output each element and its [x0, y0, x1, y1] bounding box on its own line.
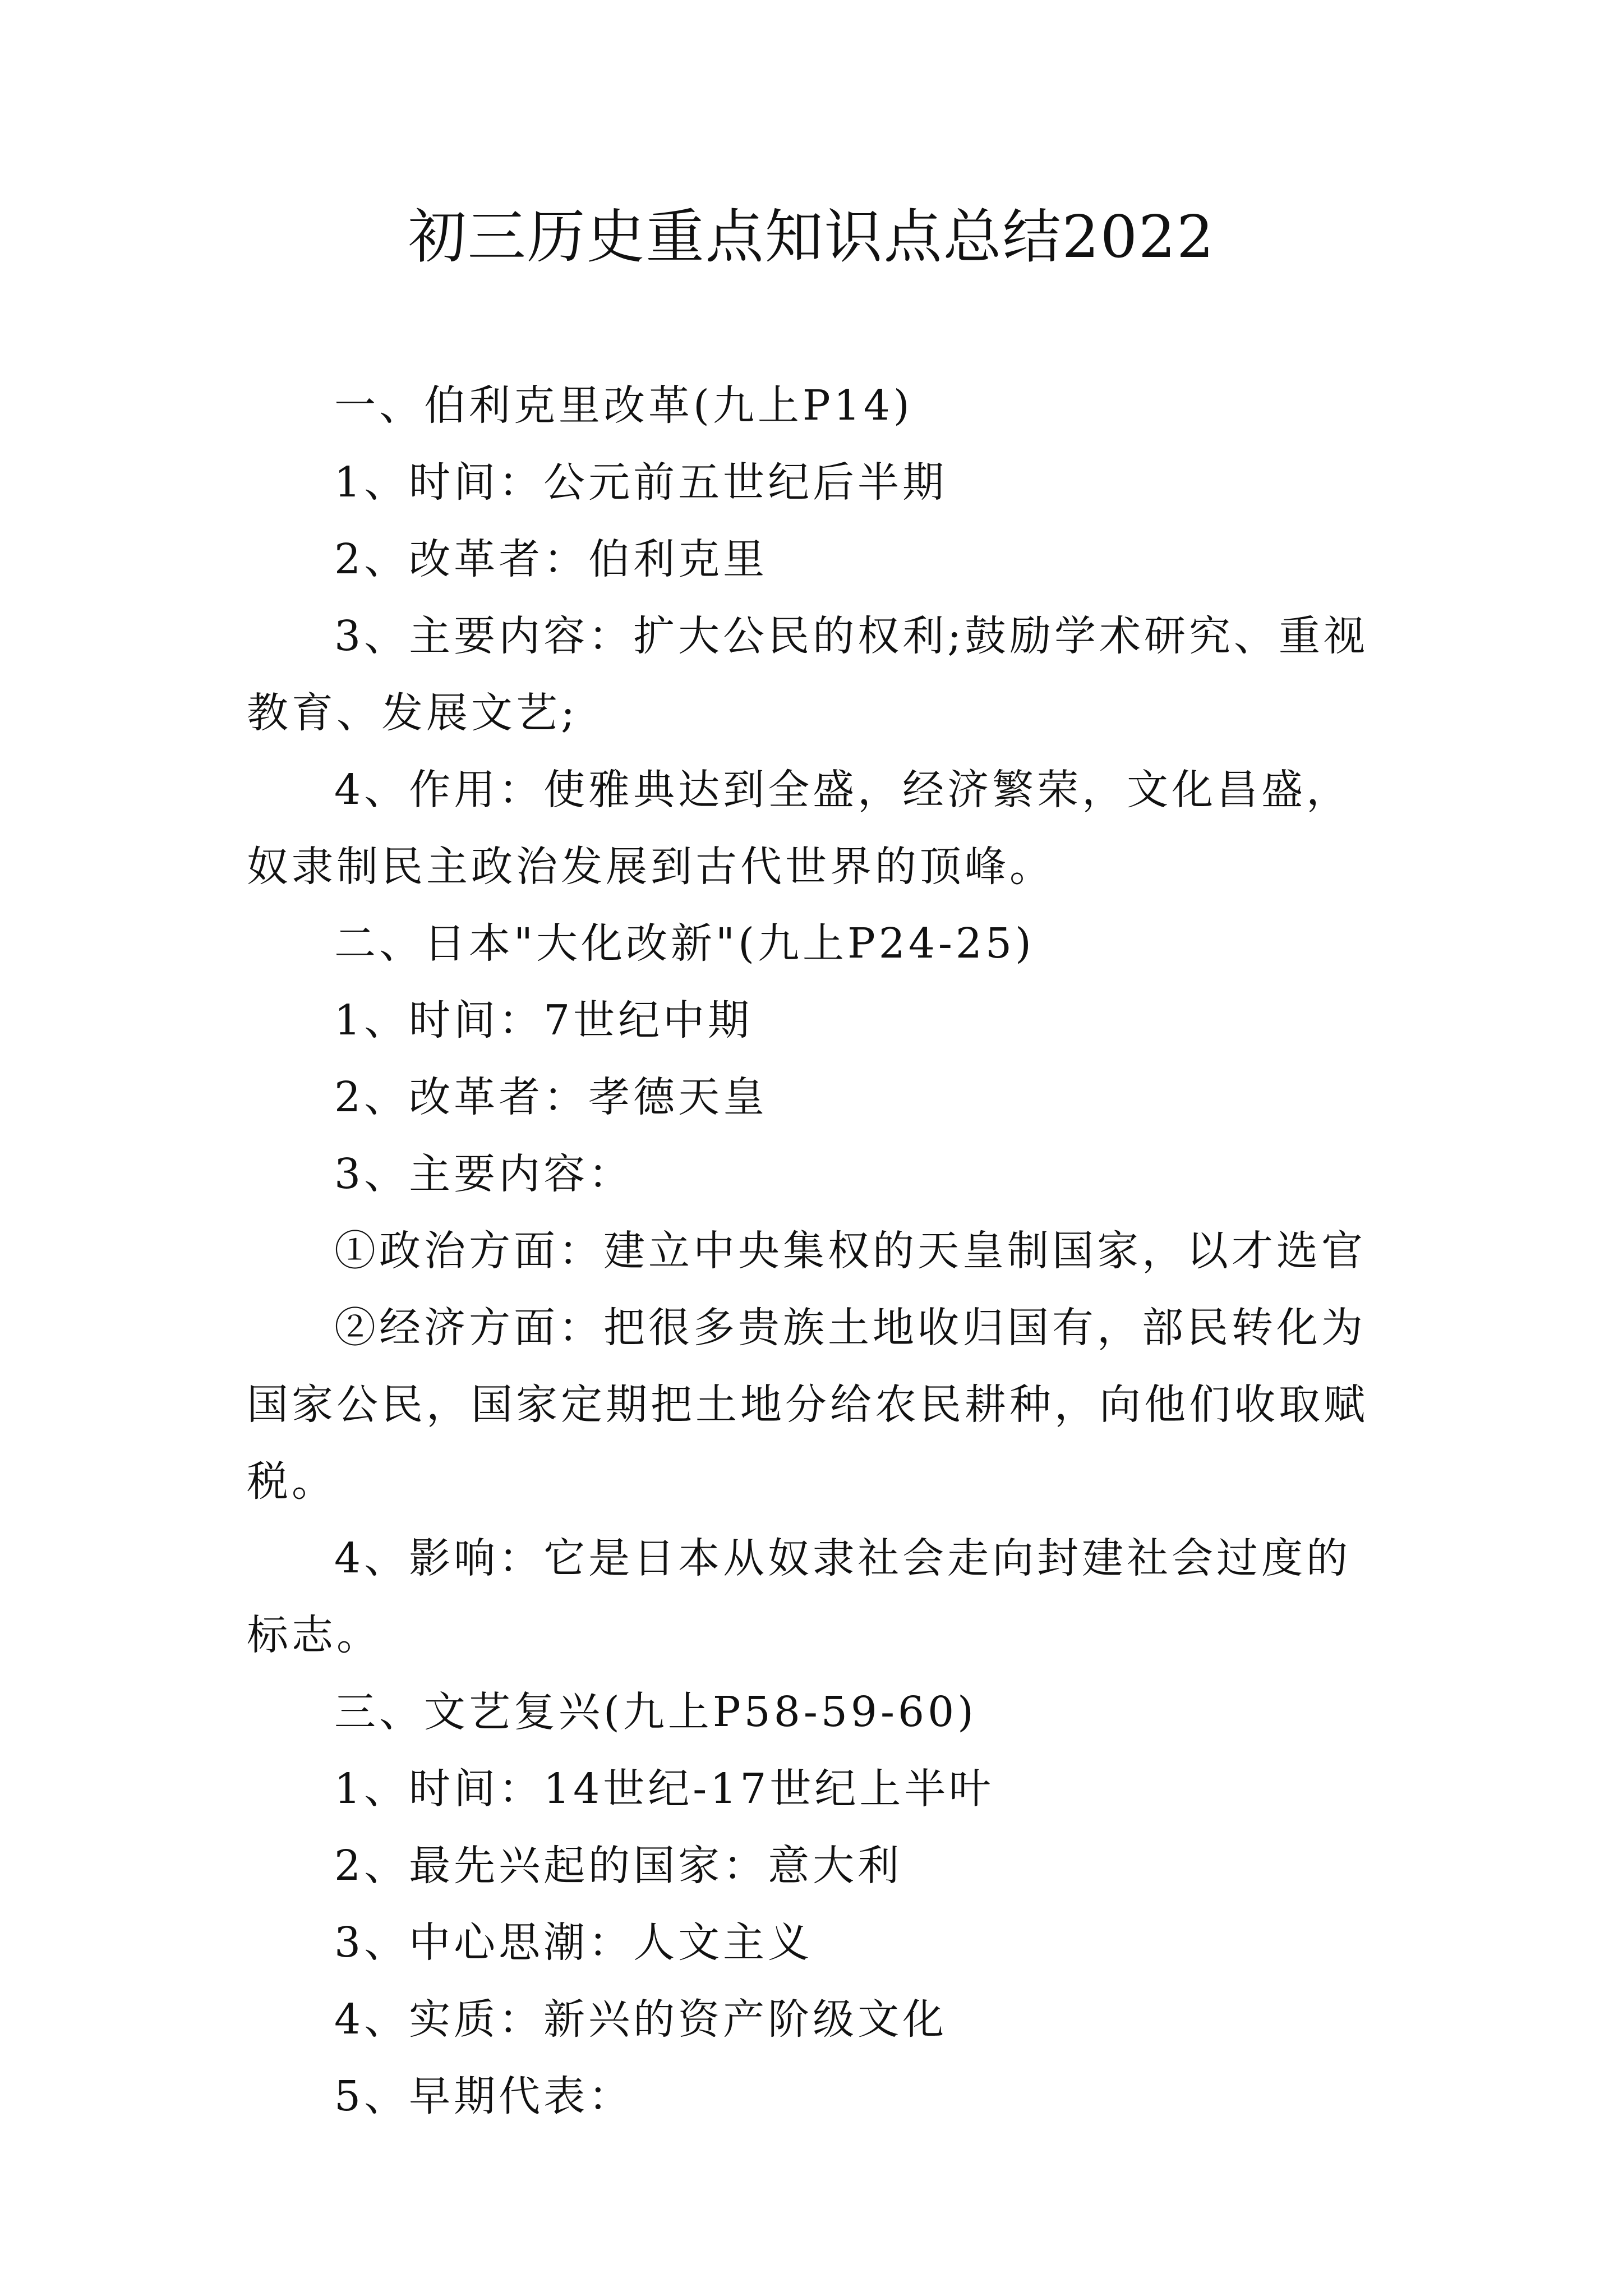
document-body — [247, 367, 1385, 2135]
list-item: 3、中心思潮：人文主义 — [334, 1918, 813, 1967]
list-item: 4、实质：新兴的资产阶级文化 — [334, 1995, 948, 2044]
list-item: 2、改革者：孝德天皇 — [334, 1073, 768, 1121]
section-heading-3: 三、文艺复兴(九上P58-59-60) — [334, 1688, 978, 1736]
list-item: 5、早期代表： — [334, 2072, 634, 2120]
list-item: 3、主要内容：扩大公民的权利;鼓励学术研究、重视教育、发展文艺; — [247, 612, 1369, 737]
list-item: 1、时间：公元前五世纪后半期 — [334, 458, 948, 507]
list-item: 4、作用：使雅典达到全盛，经济繁荣，文化昌盛，奴隶制民主政治发展到古代世界的顶峰。 — [247, 766, 1352, 891]
list-item: 2、最先兴起的国家：意大利 — [334, 1842, 903, 1890]
list-item: 3、主要内容： — [334, 1150, 634, 1198]
sub-item: ②经济方面：把很多贵族土地收归国有，部民转化为国家公民，国家定期把土地分给农民耕种，向他们收取赋税。 — [247, 1304, 1368, 1506]
sub-item: ①政治方面：建立中央集权的天皇制国家，以才选官 — [334, 1227, 1366, 1275]
section-heading-1: 一、伯利克里改革(九上P14) — [334, 381, 913, 430]
section-heading-2: 二、日本"大化改新"(九上P24-25) — [334, 919, 1035, 968]
list-item: 1、时间：14世纪-17世纪上半叶 — [334, 1765, 994, 1813]
list-item: 1、时间：7世纪中期 — [334, 996, 753, 1045]
list-item: 2、改革者：伯利克里 — [334, 535, 768, 583]
page-title: 初三历史重点知识点总结2022 — [408, 203, 1215, 271]
list-item: 4、影响：它是日本从奴隶社会走向封建社会过度的标志。 — [247, 1534, 1352, 1659]
